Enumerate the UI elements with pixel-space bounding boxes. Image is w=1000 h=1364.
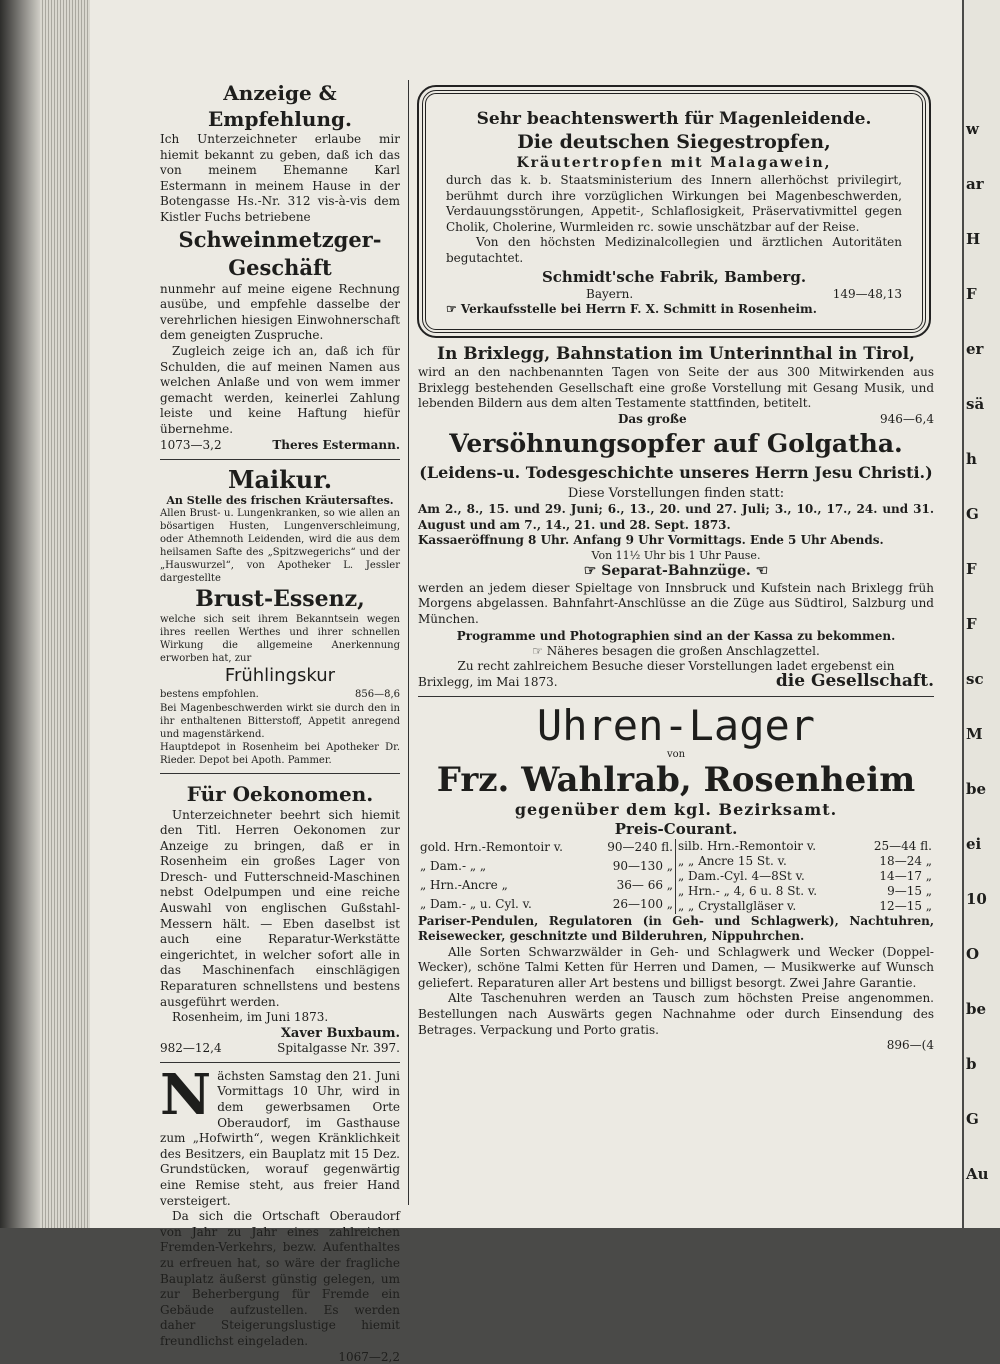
ad-text: Programme und Photographien sind an der Kassa zu bekommen. — [456, 628, 896, 643]
page-edges — [40, 0, 90, 1228]
ad-text: ächsten Samstag den 21. Juni Vormittags 10 Uhr, wird in dem gewerbsamen Orte Oberaudorf, im Gasthause zum „Hofwirth“, wegen Kränklichkeit des Besitzers, ein Bauplatz mit 15 Dez. Grundstücken, worauf gegenwärtig eine Remise steht, aus freier Hand versteigert. — [160, 1068, 400, 1208]
next-page-fragment: sä — [966, 395, 985, 413]
price-value: 90—240 fl. — [607, 840, 673, 855]
ad-title: Anzeige & Empfehlung. — [208, 81, 352, 131]
product-name: Brust-Essenz, — [195, 585, 365, 612]
price-value: 36— 66 „ — [616, 877, 673, 892]
next-page-fragment: O — [966, 945, 980, 963]
newspaper-page — [90, 0, 962, 1364]
firm-location: gegenüber dem kgl. Bezirksamt. — [514, 799, 838, 819]
ad-sale-point: ☞ Verkaufsstelle bei Herrn F. X. Schmitt in Rosenheim. — [446, 301, 817, 316]
next-page-fragment: 10 — [966, 890, 987, 908]
price-item: „ „ Crystallgläser v. — [678, 898, 797, 913]
ad-text: Unterzeichneter beehrt sich hiemit den Titl. Herren Oekonomen zur Anzeige zu bringen, daß er in Rosenheim ein großes Lager von Dresch- und Futterschneid-Maschinen nebst Odelpumpen und eine reiche Auswahl von englischen Gußstahl-Messern hält. — Eben daselbst ist auch eine Reparatur-Werkstätte eingerichtet, in welcher sofort alle in das Maschinenfach einschlägigen Reparaturen schnellstens und bestens ausgeführt werden. — [160, 807, 400, 1009]
price-row — [676, 899, 934, 914]
next-page-fragment: ei — [966, 835, 982, 853]
ad-text: von — [666, 748, 686, 760]
ad-text: Hauptdepot in Rosenheim bei Apotheker Dr. Rieder. Depot bei Apoth. Pammer. — [160, 741, 400, 766]
next-page-fragment: F — [966, 615, 977, 633]
price-item: „ Dam.- „ u. Cyl. v. — [420, 896, 532, 911]
price-value: 26—100 „ — [612, 896, 673, 911]
ad-text: Von den höchsten Medizinalcollegien und ärztlichen Autoritäten begutachtet. — [446, 235, 902, 265]
price-row — [418, 876, 676, 895]
ad-subtitle: (Leidens-u. Todesgeschichte unseres Herrn Jesu Christi.) — [419, 462, 933, 482]
next-page-fragment: w — [966, 120, 979, 138]
next-page-fragment: h — [966, 450, 977, 468]
next-page-fragment: F — [966, 285, 977, 303]
ad-ref: 1073—3,2 — [160, 437, 222, 452]
ad-text: werden an jedem dieser Spieltage von Innsbruck und Kufstein nach Brixlegg früh Morgens abgelassen. Bahnfahrt-Anschlüsse an die Züge aus Südtirol, Salzburg und München. — [418, 580, 934, 626]
ad-title: Für Oekonomen. — [186, 781, 374, 806]
price-value: 90—130 „ — [612, 859, 673, 874]
ad-place: Brixlegg, im Mai 1873. — [418, 674, 558, 689]
ad-text: Bei Magenbeschwerden wirkt sie durch den in ihr enthaltenen Bitterstoff, Appetit anregend und magenstärkend. — [160, 702, 400, 740]
ad-text: Allen Brust- u. Lungenkranken, so wie allen an bösartigen Husten, Lungenverschleimung, oder Athemnoth Leidenden, wird die aus dem heilsamen Safte des „Spitzwegerichs“ und der „Hauswurzel“, von Apotheker L. Jessler dargestellte — [160, 507, 400, 584]
ad-bauplatz — [160, 1061, 400, 1364]
performance-times: Kassaeröffnung 8 Uhr. Anfang 9 Uhr Vormittags. Ende 5 Uhr Abends. — [418, 533, 884, 548]
right-column — [418, 80, 934, 1052]
ad-ref: 856—8,6 — [355, 688, 400, 700]
ad-text: durch das k. b. Staatsministerium des Innern allerhöchst privilegirt, berühmt durch ihre vorzüglichen Wirkungen bei Magenbeschwerden, Verdauungsstörungen, Appetit-, Schlaflosigkeit, Präservativmittel gegen Cholik, Cholerine, Wurmleiden rc. sowie unschätzbar auf der Reise. — [446, 173, 902, 234]
next-page-fragment: M — [966, 725, 983, 743]
business-name: Schweinmetzger-Geschäft — [178, 226, 382, 280]
ad-headline: In Brixlegg, Bahnstation im Unterinnthal in Tirol, — [437, 344, 915, 365]
ad-title: Sehr beachtenswerth für Magenleidende. — [476, 109, 872, 129]
product-use: Frühlingskur — [224, 664, 336, 686]
column-rule — [408, 80, 409, 1205]
next-page-fragment: be — [966, 780, 987, 798]
next-page-fragment: b — [966, 1055, 977, 1073]
pause-note: Von 11½ Uhr bis 1 Uhr Pause. — [591, 548, 761, 562]
ad-address: Spitalgasse Nr. 397. — [277, 1040, 400, 1055]
next-page-fragment: sc — [966, 670, 984, 688]
price-item: silb. Hrn.-Remontoir v. — [678, 838, 817, 853]
ad-subtitle: Kräutertropfen mit Malagawein, — [516, 155, 832, 171]
price-row — [676, 839, 934, 854]
price-heading: Preis-Courant. — [614, 819, 738, 838]
ad-ref: 1067—2,2 — [338, 1349, 400, 1364]
ad-uhren — [418, 700, 934, 1053]
price-row — [418, 857, 676, 876]
ad-subtitle: An Stelle des frischen Kräutersaftes. — [166, 493, 394, 507]
price-value: 14—17 „ — [879, 868, 932, 883]
ad-ref: 982—12,4 — [160, 1040, 222, 1055]
ad-magen-border — [422, 90, 926, 333]
ad-text: Alle Sorten Schwarzwälder in Geh- und Schlagwerk und Wecker (Doppel-Wecker), schöne Talmi Ketten für Herren und Damen, — Musikwerke auf Wunsch geliefert. Reparaturen aller Art bestens und billigst besorgt. Zwei Jahre Garantie. — [418, 944, 934, 990]
ad-text: Pariser-Pendulen, Regulatoren (in Geh- und Schlagwerk), Nachtuhren, Reisewecker, geschnitzte und Bilderuhren, Nippuhrchen. — [418, 913, 934, 944]
next-page-fragment: F — [966, 560, 977, 578]
drop-cap: N — [160, 1061, 212, 1128]
ad-text: bestens empfohlen. — [160, 688, 259, 700]
ad-ref: 149—48,13 — [832, 286, 902, 301]
silver-watch-prices — [676, 839, 934, 914]
ad-text: welche sich seit ihrem Bekanntsein wegen ihres reellen Werthes und ihrer schnellen Wirkung die allgemeine Anerkennung erworben hat, zur — [160, 613, 400, 664]
ad-ref: 896—(4 — [886, 1038, 934, 1053]
price-row — [676, 854, 934, 869]
ad-text: Alte Taschenuhren werden an Tausch zum höchsten Preise angenommen. Bestellungen nach Auswärts gegen Nachnahme oder durch Einsendung des Betrages. Verpackung und Porto gratis. — [418, 991, 934, 1037]
ad-title: Uhren-Lager — [536, 700, 816, 750]
ad-text: Da sich die Ortschaft Oberaudorf von Jahr zu Jahr eines zahlreichen Fremden-Verkehrs, bezw. Aufenthaltes zu erfreuen hat, so wäre der fragliche Bauplatz äußerst günstig gelegen, um zur Beherbergung für Fremde ein Gebäude aufzustellen. Es werden daher Steigerungslustige hiemit freundlichst eingeladen. — [160, 1209, 400, 1348]
ad-signer: Xaver Buxbaum. — [280, 1025, 400, 1041]
price-item: gold. Hrn.-Remontoir v. — [420, 840, 563, 855]
price-item: „ Dam.- „ „ — [420, 859, 487, 874]
ad-date: Rosenheim, im Juni 1873. — [172, 1010, 329, 1025]
adjacent-page-edge — [964, 0, 1000, 1228]
ad-region: Bayern. — [586, 286, 634, 301]
ad-signer: Theres Estermann. — [272, 437, 400, 452]
ad-text: ☞ Näheres besagen die großen Anschlagzettel. — [532, 643, 820, 658]
left-column — [160, 80, 400, 1364]
ad-maikur — [160, 466, 400, 767]
ad-title: Maikur. — [227, 464, 333, 494]
ad-signer: die Gesellschaft. — [775, 670, 934, 691]
divider — [160, 459, 400, 460]
price-row — [418, 895, 676, 914]
price-value: 18—24 „ — [879, 853, 932, 868]
dates-heading: Diese Vorstellungen finden statt: — [567, 485, 785, 501]
next-page-fragment: Au — [966, 1165, 989, 1183]
next-page-fragment: be — [966, 1000, 987, 1018]
ad-text: Ich Unterzeichneter erlaube mir hiemit bekannt zu geben, daß ich das von meinem Ehemanne Karl Estermann in meinem Hause in der Botengasse Hs.-Nr. 312 vis-à-vis dem Kistler Fuchs betriebene — [160, 132, 400, 224]
product-name: Die deutschen Siegestropfen, — [517, 131, 831, 153]
ad-text: nunmehr auf meine eigene Rechnung ausübe, und empfehle dasselbe der verehrlichen hiesigen Einwohnerschaft dem geneigten Zuspruche. — [160, 281, 400, 343]
ad-anzeige — [160, 80, 400, 453]
price-item: „ Hrn.- „ 4, 6 u. 8 St. v. — [678, 883, 818, 898]
next-page-fragment: H — [966, 230, 981, 248]
next-page-fragment: ar — [966, 175, 984, 193]
trains-heading: ☞ Separat-Bahnzüge. ☜ — [583, 562, 769, 579]
price-row — [676, 869, 934, 884]
next-page-fragment: er — [966, 340, 984, 358]
ad-ref: 946—6,4 — [880, 411, 934, 426]
price-row — [418, 839, 676, 858]
price-value: 25—44 fl. — [873, 838, 932, 853]
price-row — [676, 884, 934, 899]
performance-dates: Am 2., 8., 15. und 29. Juni; 6., 13., 20. und 27. Juli; 3., 10., 17., 24. und 31. August und am 7., 14., 21. und 28. Sept. 1873. — [418, 501, 934, 532]
ad-text: Zugleich zeige ich an, daß ich für Schulden, die auf meinen Namen aus welchen Anlaße und von wem immer gemacht werden, keinerlei Zahlung leiste und keine Haftung hiefür übernehme. — [160, 343, 400, 436]
ad-title: Versöhnungsopfer auf Golgatha. — [449, 428, 903, 458]
next-page-fragment: G — [966, 1110, 979, 1128]
price-value: 9—15 „ — [887, 883, 932, 898]
price-list — [418, 839, 934, 914]
price-item: „ „ Ancre 15 St. v. — [678, 853, 787, 868]
gold-watch-prices — [418, 839, 676, 914]
ad-pretitle: Das große — [618, 411, 687, 426]
ad-text: Zu recht zahlreichem Besuche dieser Vorstellungen ladet ergebenst ein — [457, 658, 895, 673]
ad-text: wird an den nachbenannten Tagen von Seite der aus 300 Mitwirkenden aus Brixlegg bestehenden Gesellschaft eine große Vorstellung mit Gesang Musik, und lebenden Bildern aus dem alten Testamente stattfinden, betitelt. — [418, 365, 934, 411]
book-spine — [0, 0, 40, 1228]
divider — [418, 696, 934, 697]
divider — [160, 773, 400, 774]
ad-maker: Schmidt'sche Fabrik, Bamberg. — [541, 267, 807, 286]
price-item: „ Hrn.-Ancre „ — [420, 877, 508, 892]
price-value: 12—15 „ — [879, 898, 932, 913]
next-page-fragment: G — [966, 505, 979, 523]
ad-oekonomen — [160, 780, 400, 1056]
price-item: „ Dam.-Cyl. 4—8St v. — [678, 868, 805, 883]
ad-golgatha — [418, 343, 934, 689]
firm-name: Frz. Wahlrab, Rosenheim — [436, 759, 916, 800]
